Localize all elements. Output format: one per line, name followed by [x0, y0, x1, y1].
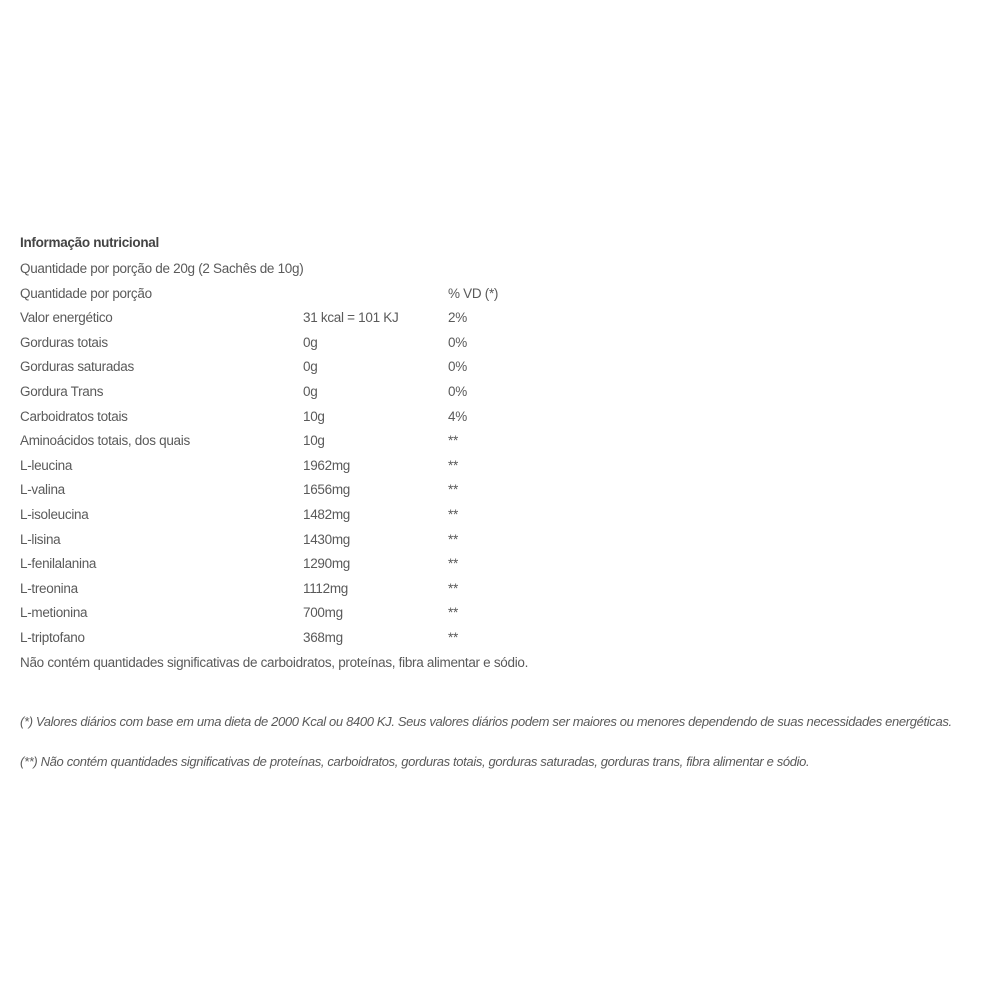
nutrient-daily-value: **: [448, 531, 458, 547]
nutrient-daily-value: 2%: [448, 310, 467, 326]
table-row: [20, 626, 980, 651]
nutrient-amount: 1290mg: [303, 556, 350, 572]
footnote-daily-values: (*) Valores diários com base em uma dieta de 2000 Kcal ou 8400 KJ. Seus valores diários podem ser maiores ou menores dependendo de suas necessidades energéticas.: [20, 714, 952, 729]
nutrient-amount: 1112mg: [303, 580, 348, 596]
nutrient-name: Gorduras saturadas: [20, 359, 134, 375]
nutrient-name: L-valina: [20, 482, 65, 498]
header-label: Quantidade por porção: [20, 285, 152, 301]
table-row: [20, 454, 980, 479]
nutrient-name: L-fenilalanina: [20, 556, 97, 572]
table-header-row: [20, 282, 980, 307]
nutrient-amount: 0g: [303, 334, 318, 350]
nutrient-amount: 1656mg: [303, 482, 350, 498]
nutrient-name: L-treonina: [20, 580, 78, 596]
table-row: [20, 306, 980, 331]
table-row: [20, 528, 980, 553]
table-note: Não contém quantidades significativas de carboidratos, proteínas, fibra alimentar e sódio.: [20, 654, 529, 670]
table-row: [20, 503, 980, 528]
nutrient-name: Aminoácidos totais, dos quais: [20, 433, 190, 449]
table-row: [20, 478, 980, 503]
nutrient-daily-value: **: [448, 482, 458, 498]
nutrient-amount: 1962mg: [303, 457, 350, 473]
header-daily-value: % VD (*): [448, 285, 499, 301]
nutrient-daily-value: **: [448, 506, 458, 522]
serving-size: Quantidade por porção de 20g (2 Sachês de 10g): [20, 261, 304, 276]
nutrient-amount: 10g: [303, 433, 325, 449]
table-row: [20, 577, 980, 602]
table-row: [20, 355, 980, 380]
table-row: [20, 601, 980, 626]
nutrient-daily-value: **: [448, 457, 458, 473]
nutrient-amount: 700mg: [303, 605, 343, 621]
nutrient-name: L-metionina: [20, 605, 88, 621]
table-row: [20, 331, 980, 356]
nutrient-daily-value: **: [448, 433, 458, 449]
nutrient-name: L-triptofano: [20, 629, 85, 645]
nutrient-name: Gorduras totais: [20, 334, 108, 350]
nutrient-name: L-isoleucina: [20, 506, 89, 522]
nutrient-amount: 10g: [303, 408, 325, 424]
table-row: [20, 429, 980, 454]
nutrient-daily-value: 4%: [448, 408, 467, 424]
nutrient-amount: 31 kcal = 101 KJ: [303, 310, 399, 326]
nutrient-daily-value: **: [448, 605, 458, 621]
nutrient-name: Gordura Trans: [20, 383, 104, 399]
nutrient-name: L-leucina: [20, 457, 73, 473]
table-row: [20, 405, 980, 430]
nutrient-amount: 1430mg: [303, 531, 350, 547]
nutrient-amount: 368mg: [303, 629, 343, 645]
nutrient-name: L-lisina: [20, 531, 61, 547]
footnote-not-significant: (**) Não contém quantidades significativas de proteínas, carboidratos, gorduras totais, gorduras saturadas, gorduras trans, fibra alimentar e sódio.: [20, 754, 810, 769]
nutrient-daily-value: **: [448, 556, 458, 572]
nutrient-amount: 0g: [303, 383, 318, 399]
table-title: Informação nutricional: [20, 235, 159, 250]
nutrient-daily-value: **: [448, 629, 458, 645]
table-row: [20, 380, 980, 405]
nutrient-name: Valor energético: [20, 310, 113, 326]
nutrient-daily-value: 0%: [448, 383, 467, 399]
nutrition-facts-table: [20, 233, 980, 675]
nutrient-name: Carboidratos totais: [20, 408, 128, 424]
nutrient-amount: 1482mg: [303, 506, 350, 522]
nutrient-daily-value: 0%: [448, 334, 467, 350]
nutrient-amount: 0g: [303, 359, 318, 375]
nutrient-daily-value: 0%: [448, 359, 467, 375]
table-row: [20, 552, 980, 577]
nutrient-daily-value: **: [448, 580, 458, 596]
